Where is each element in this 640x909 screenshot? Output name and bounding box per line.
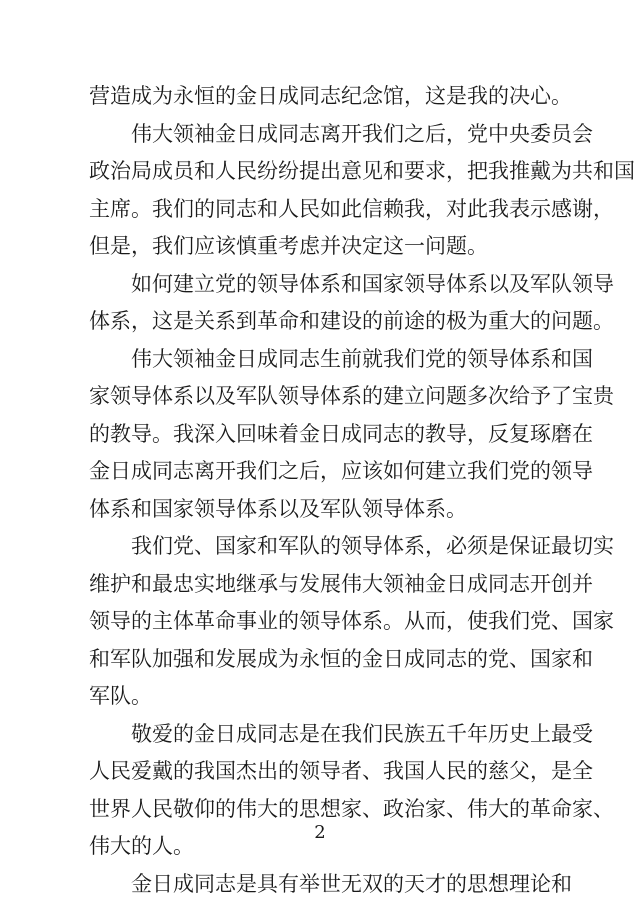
paragraph-line: 家领导体系以及军队领导体系的建立问题多次给予了宝贵 xyxy=(89,384,614,408)
paragraph-line: 营造成为永恒的金日成同志纪念馆，这是我的决心。 xyxy=(89,84,572,108)
paragraph-line: 伟大领袖金日成同志生前就我们党的领导体系和国 xyxy=(131,346,593,371)
paragraph-line: 体系和国家领导体系以及军队领导体系。 xyxy=(89,496,467,521)
paragraph-line: 政治局成员和人民纷纷提出意见和要求，把我推戴为共和国 xyxy=(89,159,635,183)
paragraph-line: 维护和最忠实地继承与发展伟大领袖金日成同志开创并 xyxy=(89,571,593,596)
paragraph-line: 体系，这是关系到革命和建设的前途的极为重大的问题。 xyxy=(89,309,614,333)
paragraph-line: 伟大的人。 xyxy=(89,834,194,858)
paragraph-line: 敬爱的金日成同志是在我们民族五千年历史上最受 xyxy=(131,721,593,746)
paragraph-line: 如何建立党的领导体系和国家领导体系以及军队领导 xyxy=(131,271,614,296)
page-number: 2 xyxy=(314,822,326,843)
paragraph-line: 领导的主体革命事业的领导体系。从而，使我们党、国家 xyxy=(89,609,614,633)
paragraph-line: 我们党、国家和军队的领导体系，必须是保证最切实 xyxy=(131,534,614,558)
paragraph-line: 和军队加强和发展成为永恒的金日成同志的党、国家和 xyxy=(89,646,593,671)
paragraph-line: 世界人民敬仰的伟大的思想家、政治家、伟大的革命家、 xyxy=(89,796,614,821)
body-text xyxy=(89,78,635,903)
paragraph-line: 伟大领袖金日成同志离开我们之后，党中央委员会 xyxy=(131,121,593,146)
paragraph-line: 金日成同志是具有举世无双的天才的思想理论和 xyxy=(131,871,572,896)
paragraph-line: 的教导。我深入回味着金日成同志的教导，反复琢磨在 xyxy=(89,421,593,446)
paragraph-line: 主席。我们的同志和人民如此信赖我，对此我表示感谢， xyxy=(89,196,614,221)
paragraph-line: 人民爱戴的我国杰出的领导者、我国人民的慈父，是全 xyxy=(89,759,593,783)
paragraph-line: 军队。 xyxy=(89,684,152,708)
paragraph-line: 金日成同志离开我们之后，应该如何建立我们党的领导 xyxy=(89,459,593,483)
paragraph-line: 但是，我们应该慎重考虑并决定这一问题。 xyxy=(89,234,488,258)
